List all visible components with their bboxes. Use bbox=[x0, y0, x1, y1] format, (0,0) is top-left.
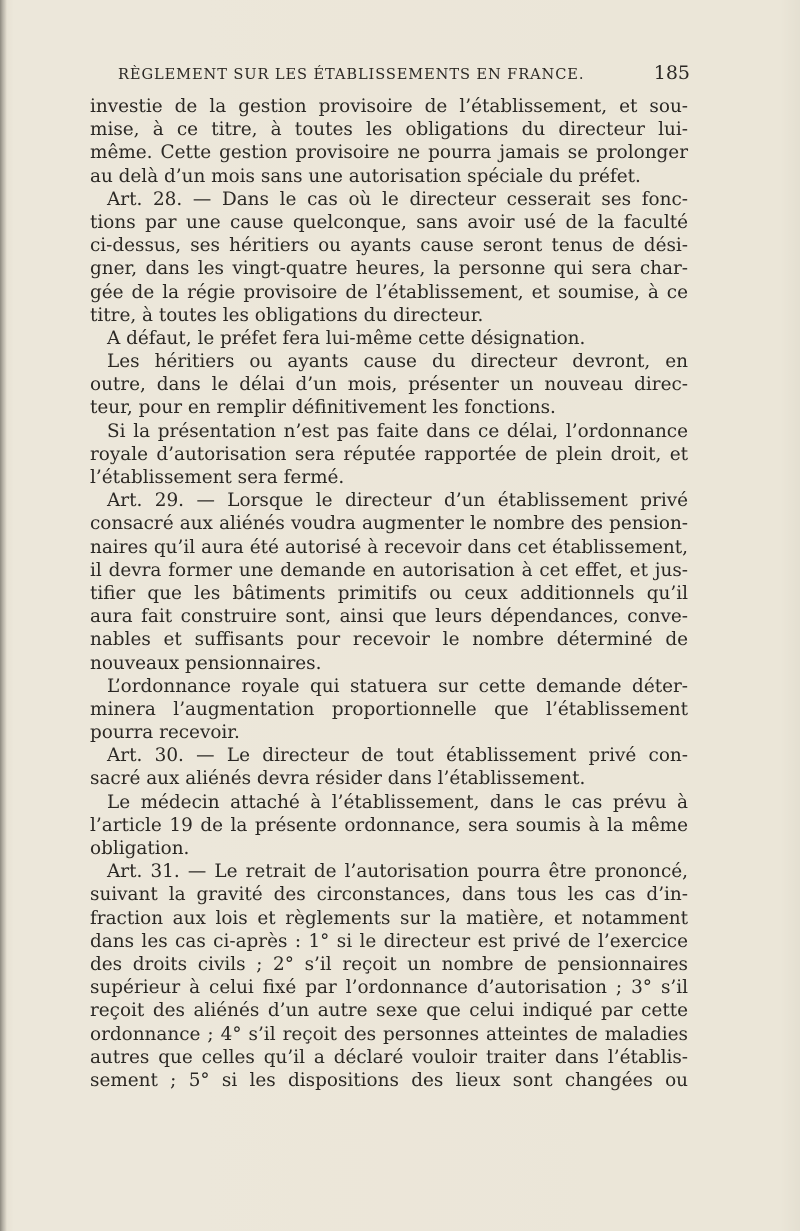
text-line: même. Cette gestion provisoire ne pourra jamais se prolonger bbox=[90, 142, 688, 164]
text-line: Art. 31. — Le retrait de l’autorisation pourra être prononcé, bbox=[107, 861, 688, 883]
text-line: minera l’augmentation proportionnelle que l’établissement bbox=[90, 698, 688, 720]
text-line: suivant la gravité des circonstances, dans tous les cas d’in- bbox=[90, 884, 688, 906]
text-line: outre, dans le délai d’un mois, présenter un nouveau direc- bbox=[90, 374, 688, 396]
text-line: teur, pour en remplir définitivement les fonctions. bbox=[90, 397, 556, 419]
text-line: au delà d’un mois sans une autorisation spéciale du préfet. bbox=[90, 165, 641, 187]
text-line: Art. 30. — Le directeur de tout établissement privé con- bbox=[107, 745, 688, 767]
text-line: reçoit des aliénés d’un autre sexe que celui indiqué par cette bbox=[90, 1000, 688, 1022]
text-line: aura fait construire sont, ainsi que leurs dépendances, conve- bbox=[90, 606, 688, 628]
text-line: supérieur à celui fixé par l’ordonnance d’autorisation ; 3° s’il bbox=[90, 977, 688, 999]
text-line: nouveaux pensionnaires. bbox=[90, 652, 322, 674]
text-line: royale d’autorisation sera réputée rapportée de plein droit, et bbox=[90, 443, 688, 465]
text-line: Les héritiers ou ayants cause du directeur devront, en bbox=[107, 351, 688, 373]
page-header bbox=[118, 62, 688, 86]
text-line: titre, à toutes les obligations du directeur. bbox=[90, 304, 484, 326]
text-line: tifier que les bâtiments primitifs ou ceux additionnels qu’il bbox=[90, 582, 688, 604]
text-line: des droits civils ; 2° s’il reçoit un nombre de pensionnaires bbox=[90, 953, 688, 975]
text-line: mise, à ce titre, à toutes les obligations du directeur lui- bbox=[90, 119, 688, 141]
text-line: dans les cas ci-après : 1° si le directeur est privé de l’exercice bbox=[90, 930, 688, 952]
text-line: Le médecin attaché à l’établissement, dans le cas prévu à bbox=[107, 791, 688, 813]
binding-shadow bbox=[0, 0, 7, 1231]
text-line: investie de la gestion provisoire de l’établissement, et sou- bbox=[90, 96, 688, 117]
text-line: Art. 29. — Lorsque le directeur d’un établissement privé bbox=[107, 490, 688, 512]
text-line: ci-dessus, ses héritiers ou ayants cause seront tenus de dési- bbox=[90, 235, 688, 257]
text-line: L’ordonnance royale qui statuera sur cette demande déter- bbox=[107, 675, 688, 697]
text-line: l’article 19 de la présente ordonnance, sera soumis à la même bbox=[90, 814, 688, 836]
text-line: gner, dans les vingt-quatre heures, la personne qui sera char- bbox=[90, 258, 688, 280]
text-line: l’établissement sera fermé. bbox=[90, 467, 345, 488]
text-line: nables et suffisants pour recevoir le nombre déterminé de bbox=[90, 629, 688, 651]
text-line: obligation. bbox=[90, 838, 190, 859]
text-line: Si la présentation n’est pas faite dans ce délai, l’ordonnance bbox=[107, 420, 688, 442]
body-text bbox=[90, 95, 688, 1092]
text-line: pourra recevoir. bbox=[90, 722, 240, 744]
text-line: fraction aux lois et règlements sur la matière, et notamment bbox=[90, 907, 688, 929]
text-line: naires qu’il aura été autorisé à recevoir dans cet établissement, bbox=[90, 536, 688, 558]
text-line: consacré aux aliénés voudra augmenter le nombre des pension- bbox=[90, 513, 688, 535]
text-line: A défaut, le préfet fera lui-même cette désignation. bbox=[107, 327, 586, 349]
text-line: sacré aux aliénés devra résider dans l’établissement. bbox=[90, 768, 586, 790]
text-line: autres que celles qu’il a déclaré vouloir traiter dans l’établis- bbox=[90, 1046, 688, 1068]
text-line: sement ; 5° si les dispositions des lieux sont changées ou bbox=[90, 1069, 688, 1091]
text-line: tions par une cause quelconque, sans avoir usé de la faculté bbox=[90, 211, 688, 233]
text-line: gée de la régie provisoire de l’établissement, et soumise, à ce bbox=[90, 281, 688, 303]
running-head: RÈGLEMENT SUR LES ÉTABLISSEMENTS EN FRANCE. bbox=[118, 66, 585, 83]
text-line: Art. 28. — Dans le cas où le directeur cesserait ses fonc- bbox=[107, 188, 688, 210]
text-line: ordonnance ; 4° s’il reçoit des personnes atteintes de maladies bbox=[90, 1023, 688, 1045]
page-number: 185 bbox=[653, 62, 690, 84]
text-line: il devra former une demande en autorisation à cet effet, et jus- bbox=[90, 559, 688, 581]
